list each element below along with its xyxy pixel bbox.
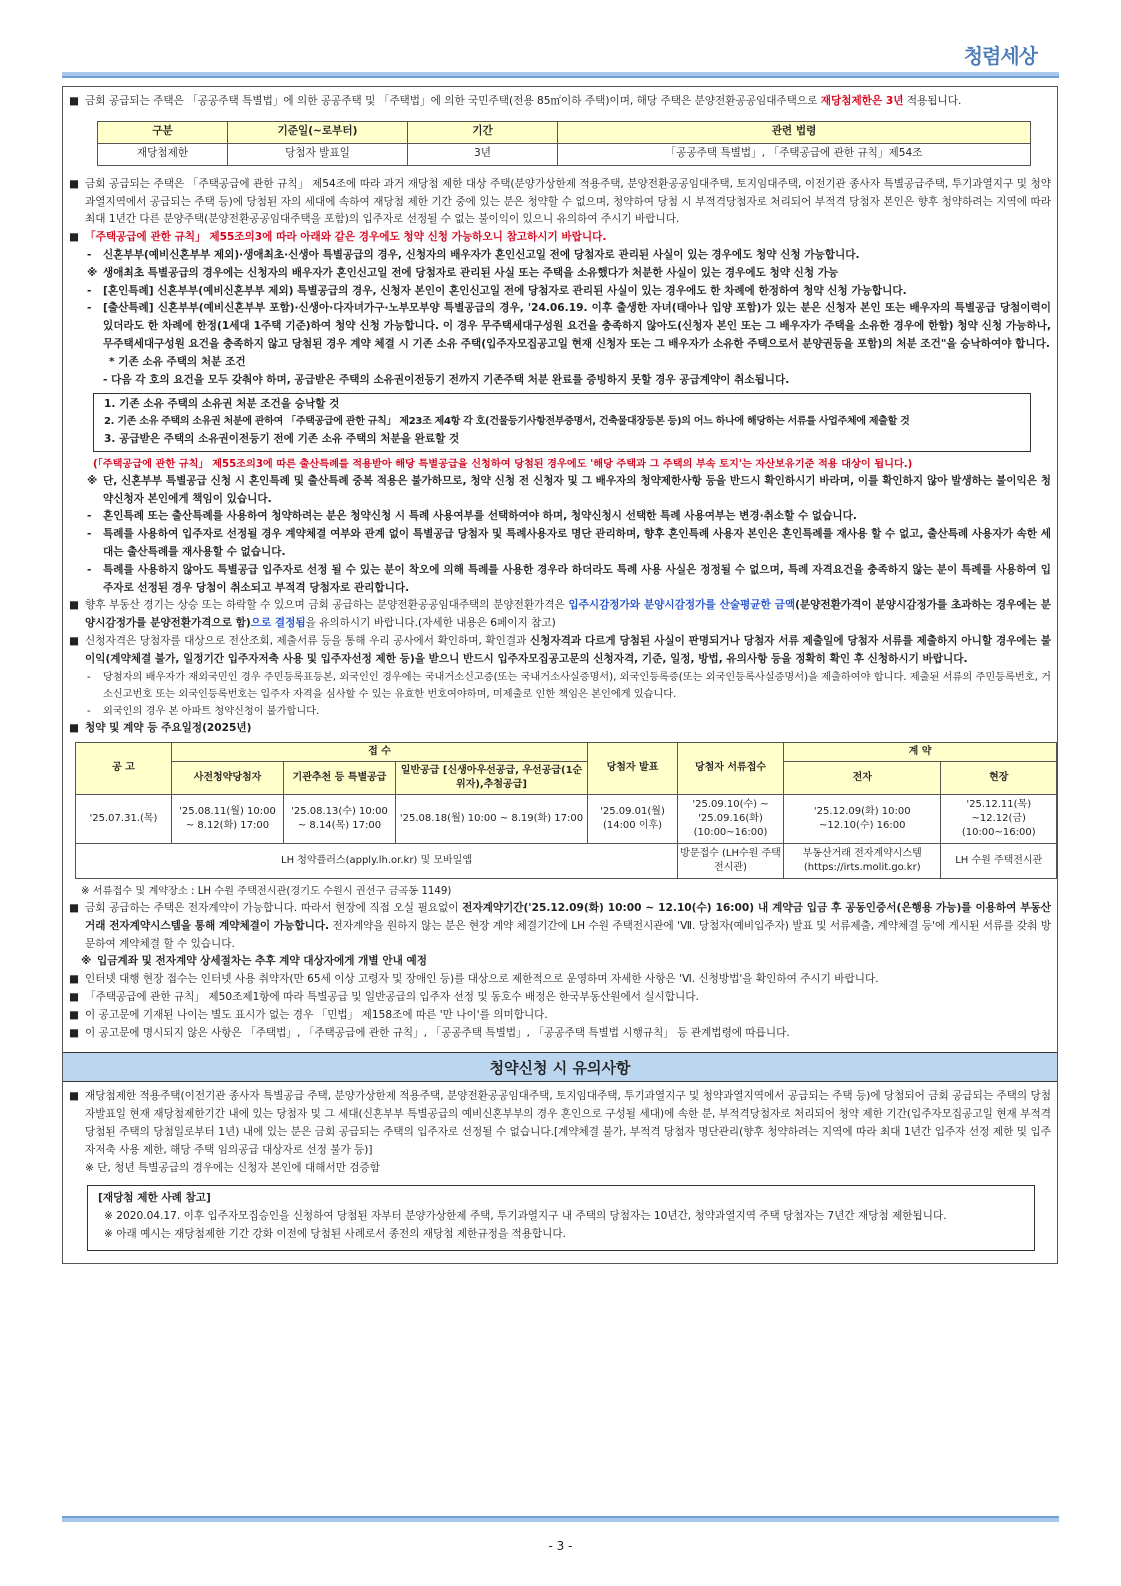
- para-1: ■ 금회 공급되는 주택은 「공공주택 특별법」에 의한 공공주택 및 「주택법」에 의한 국민주택(전용 85㎡이하 주택)이며, 해당 주택은 분양전환공공임대주택으로 재당첨제한은 3년 적용됩니다.: [69, 95, 962, 107]
- para-3a: - 신혼부부(예비신혼부부 제외)·생애최초·신생아 특별공급의 경우, 신청자의 배우자가 혼인신고일 전에 당첨자로 관리된 사실이 있는 경우에도 청약 신청 가능합니다.: [87, 248, 860, 261]
- para-6a: ※ 입금계좌 및 전자계약 상세절차는 추후 계약 대상자에게 개별 안내 예정: [81, 955, 427, 968]
- para-3c: - [혼인특례] 신혼부부(예비신혼부부 제외) 특별공급의 경우, 신청자 본인이 혼인신고일 전에 당첨자로 관리된 사실이 있는 경우에도 한 차례에 한정하여 청약 신청 가능합니다.: [87, 284, 907, 297]
- schedule-title: ■ 청약 및 계약 등 주요일정(2025년): [69, 722, 252, 735]
- col-header: 관련 법령: [558, 121, 1031, 143]
- para-3f: - 다음 각 호의 요건을 모두 갖춰야 하며, 공급받은 주택의 소유권이전등기 전까지 기존주택 처분 완료를 증빙하지 못할 경우 공급계약이 취소됩니다.: [103, 373, 790, 386]
- bottom-rule: [62, 1516, 1059, 1522]
- para-3: ■ 「주택공급에 관한 규칙」 제55조의3에 따라 아래와 같은 경우에도 청약 신청 가능하오니 참고하시기 바랍니다.: [69, 231, 607, 244]
- para-4: ■ 향후 부동산 경기는 상승 또는 하락할 수 있으며 금회 공급하는 분양전환공공임대주택의 분양전환가격은 입주시감정가와 분양시감정가를 산술평균한 금액(분양전환가격이 분양시감정가를 초과하는 경우에는 분양시감정가를 분양전환가격으로 함)으로 결정됨을 유의하시기 바랍니다.(자세한 내용은 6페이지 참고): [69, 599, 1052, 630]
- logo: 청렴세상: [963, 44, 1037, 68]
- para-3e: * 기존 소유 주택의 처분 조건: [109, 355, 246, 368]
- para-3i: - 혼인특례 또는 출산특례를 사용하여 청약하려는 분은 청약신청 시 특례 사용여부를 선택하여야 하며, 청약신청시 선택한 특례 사용여부는 변경·취소할 수 없습니다.: [87, 510, 857, 523]
- disposal-conditions-box: [93, 393, 1031, 451]
- list-item: 3. 공급받은 주택의 소유권이전등기 전에 기존 소유 주택의 처분을 완료할 것: [104, 432, 460, 445]
- list-item: 2. 기존 소유 주택의 소유권 처분에 관하여 「주택공급에 관한 규칙」 제23조 제4항 각 호(건물등기사항전부증명서, 건축물대장등본 등)의 어느 하나에 해당하는 서류를 사업주체에 제출할 것: [104, 416, 910, 428]
- para-3j: - 특례를 사용하여 입주자로 선정될 경우 계약체결 여부와 관계 없이 특별공급 당첨자 및 특례사용자로 명단 관리하며, 향후 혼인특례 사용자 본인은 혼인특례를 재사용 할 수 없고, 출산특례 사용자가 속한 세대는 출산특례를 재사용할 수 없습니다.: [87, 528, 1051, 559]
- col-header: 기준일(~로부터): [228, 121, 408, 143]
- re-win-table: [97, 121, 1031, 166]
- para-3k: - 특례를 사용하지 않아도 특별공급 입주자로 선정 될 수 있는 분이 착오에 의해 특례를 사용한 경우라 하더라도 특례 사용 사실은 정정될 수 없으며, 특례 자격요건을 충족하지 않는 분이 특례를 사용하여 입주자로 선정된 경우 당첨이 취소되고 부적격 당첨자로 관리합니다.: [87, 563, 1051, 594]
- section2-para-1a: ※ 단, 청년 특별공급의 경우에는 신청자 본인에 대해서만 검증함: [85, 1161, 381, 1174]
- case-item: ※ 2020.04.17. 이후 입주자모집승인을 신청하여 당첨된 자부터 분양가상한제 주택, 투기과열지구 내 주택의 당첨자는 10년간, 청약과열지역 주택 당첨자는 7년간 재당첨 제한됩니다.: [104, 1210, 947, 1223]
- case-item: ※ 아래 예시는 재당첨제한 기간 강화 이전에 당첨된 사례로서 종전의 재당첨 제한규정을 적용합니다.: [104, 1227, 566, 1240]
- para-8: ■ 「주택공급에 관한 규칙」 제50조제1항에 따라 특별공급 및 일반공급의 입주자 선정 및 동호수 배정은 한국부동산원에서 실시합니다.: [69, 991, 699, 1003]
- para-3g: (「주택공급에 관한 규칙」 제55조의3에 따른 출산특례를 적용받아 해당 특별공급을 신청하여 당첨된 경우에도 '해당 주택과 그 주택의 부속 토지'는 자산보유기준 적용 대상이 됩니다.): [93, 458, 913, 470]
- page-number: - 3 -: [548, 1539, 573, 1553]
- para-5a: - 당첨자의 배우자가 재외국민인 경우 주민등록표등본, 외국인인 경우에는 국내거소신고증(또는 국내거소사실증명서), 외국인등록증(또는 외국인등록사실증명서)을 제출하여야 합니다. 제출된 서류의 주민등록번호, 거소신고번호 또는 외국인등록번호는 입주자 자격을 심사할 수 있는 유효한 번호여야하며, 미제출로 인한 책임은 본인에게 있습니다.: [87, 671, 1051, 700]
- case-box: [87, 1185, 1035, 1250]
- col-header: 기간: [408, 121, 558, 143]
- list-item: 1. 기존 소유 주택의 소유권 처분 조건을 승낙할 것: [104, 398, 340, 411]
- col-header: 구분: [98, 121, 228, 143]
- schedule-table: 공 고 접 수 당첨자 발표 당첨자 서류접수 계 약 사전청약당첨자 기관추천 등 특별공급 일반공급 [신생아우선공급, 우선공급(1순위자),추첨공급] 전자 현장 '25.07.31.(목) '25.08.11(월) 10:00 ~ 8.12(화) 17:00 '25.08.13(수) 10:00 ~ 8.14(목) 17:00 '25.08.18(월) 10:00 ~ 8.19(화) 17:00 '25.09.01(월) (14:00 이후) '25.09.10(수) ~ '25.09.16(화) (10:00~16:00) '25.12.09(화) 10:00 ~12.10(수) 16:00 '25.12.11(목) ~12.12(금) (10:00~16:00) LH 청약플러스(apply.lh.or.kr) 및 모바일앱 방문접수 (LH수원 주택전시관) 부동산거래 전자계약시스템 (https://irts.molit.go.kr) LH 수원 주택전시관: [75, 742, 1057, 879]
- table-row: 재당첨제한 당첨자 발표일 3년 「공공주택 특별법」, 「주택공급에 관한 규칙」제54조: [98, 143, 1031, 165]
- top-rule: [62, 72, 1059, 78]
- para-3d: - [출산특례] 신혼부부(예비신혼부부 포함)·신생아·다자녀가구·노부모부양 특별공급의 경우, '24.06.19. 이후 출생한 자녀(태아나 입양 포함)가 있는 분은 신청자 본인 또는 배우자의 특별공급 당첨이력이 있더라도 한 차례에 한정(1세대 1주택 기준)하여 청약 신청 가능합니다. 이 경우 무주택세대구성원 요건을 충족하지 않아도(신청자 본인 또는 그 배우자가 주택을 소유한 경우에 한함) 청약 신청 가능하나, 무주택세대구성원 요건을 충족하지 않고 당첨된 경우 계약 체결 시 기존 소유 주택(입주자모집공고일 현재 신청자 또는 그 배우자가 소유한 주택으로서 분양권등을 포함)의 처분 조건"을 승낙하여야 합니다.: [87, 302, 1051, 350]
- para-3h: ※ 단, 신혼부부 특별공급 신청 시 혼인특례 및 출산특례 중복 적용은 불가하므로, 청약 신청 전 신청자 및 그 배우자의 청약제한사항 등을 반드시 확인하시기 바라며, 이를 확인하지 않아 발생하는 불이익은 청약신청자 본인에게 책임이 있습니다.: [87, 474, 1051, 505]
- table-row: '25.07.31.(목) '25.08.11(월) 10:00 ~ 8.12(화) 17:00 '25.08.13(수) 10:00 ~ 8.14(목) 17:00 '25.08.18(월) 10:00 ~ 8.19(화) 17:00 '25.09.01(월) (14:00 이후) '25.09.10(수) ~ '25.09.16(화) (10:00~16:00) '25.12.09(화) 10:00 ~12.10(수) 16:00 '25.12.11(목) ~12.12(금) (10:00~16:00): [76, 794, 1057, 843]
- para-6: ■ 금회 공급하는 주택은 전자계약이 가능합니다. 따라서 현장에 직접 오실 필요없이 전자계약기간('25.12.09(화) 10:00 ~ 12.10(수) 16:00) 내 계약금 입금 후 공동인증서(은행용 가능)를 이용하여 부동산거래 전자계약시스템을 통해 계약체결이 가능합니다. 전자계약을 원하지 않는 분은 현장 계약 체결기간에 LH 수원 주택전시관에 'Ⅶ. 당첨자(예비입주자) 발표 및 서류제출, 계약체결 등'에 게시된 서류를 갖춰 방문하여 계약체결 할 수 있습니다.: [69, 902, 1052, 950]
- case-title: [재당첨 제한 사례 참고]: [98, 1192, 211, 1205]
- para-3b: ※ 생애최초 특별공급의 경우에는 신청자의 배우자가 혼인신고일 전에 당첨자로 관리된 사실 또는 주택을 소유했다가 처분한 사실이 있는 경우에도 청약 신청 가능: [87, 266, 839, 279]
- table-row: LH 청약플러스(apply.lh.or.kr) 및 모바일앱 방문접수 (LH수원 주택전시관) 부동산거래 전자계약시스템 (https://irts.molit.go.kr) LH 수원 주택전시관: [76, 843, 1057, 878]
- para-2: ■ 금회 공급되는 주택은 「주택공급에 관한 규칙」 제54조에 따라 과거 재당첨 제한 대상 주택(분양가상한제 적용주택, 분양전환공공임대주택, 토지임대주택, 이전기관 종사자 특별공급주택, 투기과열지구 및 청약과열지역에서 공급되는 주택 등)에 당첨된 자의 세대에 속하여 재당첨 제한 기간 중에 있는 분은 청약할 수 없으며, 청약하여 당첨 시 부적격당첨자로 처리되어 부적격 당첨자 본인은 향후 청약하려는 지역에 따라 최대 1년간 다른 분양주택(분양전환공공임대주택을 포함)의 입주자로 선정될 수 없는 불이익이 있으니 유의하여 주시기 바랍니다.: [69, 177, 1051, 226]
- para-5b: - 외국인의 경우 본 아파트 청약신청이 불가합니다.: [87, 705, 320, 717]
- para-7: ■ 인터넷 대행 현장 접수는 인터넷 사용 취약자(만 65세 이상 고령자 및 장애인 등)를 대상으로 제한적으로 운영하며 자세한 사항은 'Ⅵ. 신청방법'을 확인하여 주시기 바랍니다.: [69, 973, 879, 986]
- notice-box: [62, 86, 1058, 1264]
- section-title: 청약신청 시 유의사항: [63, 1052, 1057, 1082]
- para-10: ■ 이 공고문에 명시되지 않은 사항은 「주택법」, 「주택공급에 관한 규칙」, 「공공주택 특별법」, 「공공주택 특별법 시행규칙」 등 관계법령에 따릅니다.: [69, 1026, 790, 1039]
- section2-para-1: ■ 재당첨제한 적용주택(이전기관 종사자 특별공급 주택, 분양가상한제 적용주택, 분양전환공공임대주택, 토지임대주택, 투기과열지구 및 청약과열지역에서 공급되는 주택 등)에 당첨되어 금회 공급되는 주택의 당첨자발표일 현재 재당첨제한기간 내에 있는 당첨자 및 그 세대(신혼부부 특별공급의 예비신혼부부의 경우 혼인으로 구성될 세대)에 속한 분, 부적격당첨자로 처리되어 청약 제한 기간(입주자모집공고일 현재 부적격당첨된 주택의 당첨일로부터 1년) 내에 있는 분은 금회 공급되는 주택의 입주자로 선정될 수 없습니다.[계약체결 불가, 부적격 당첨자 명단관리(향후 청약하려는 지역에 따라 최대 1년간 입주자 선정 제한 및 입주자저축 사용 제한, 해당 주택 임의공급 대상자로 선정 불가 등)]: [69, 1090, 1051, 1156]
- page-content: [62, 86, 1058, 1264]
- schedule-note: ※ 서류접수 및 계약장소 : LH 수원 주택전시관(경기도 수원시 권선구 금곡동 1149): [81, 885, 452, 897]
- para-5: ■ 신청자격은 당첨자를 대상으로 전산조회, 제출서류 등을 통해 우리 공사에서 확인하며, 확인결과 신청자격과 다르게 당첨된 사실이 판명되거나 당첨자 서류 제출일에 당첨자 서류를 제출하지 아니할 경우에는 불이익(계약체결 불가, 일정기간 입주자저축 사용 및 입주자선정 제한 등)을 받으니 반드시 입주자모집공고문의 신청자격, 기준, 일정, 방법, 유의사항 등을 정확히 확인 후 신청하시기 바랍니다.: [69, 635, 1052, 665]
- para-9: ■ 이 공고문에 기재된 나이는 별도 표시가 없는 경우 「민법」 제158조에 따른 '만 나이'를 의미합니다.: [69, 1008, 548, 1021]
